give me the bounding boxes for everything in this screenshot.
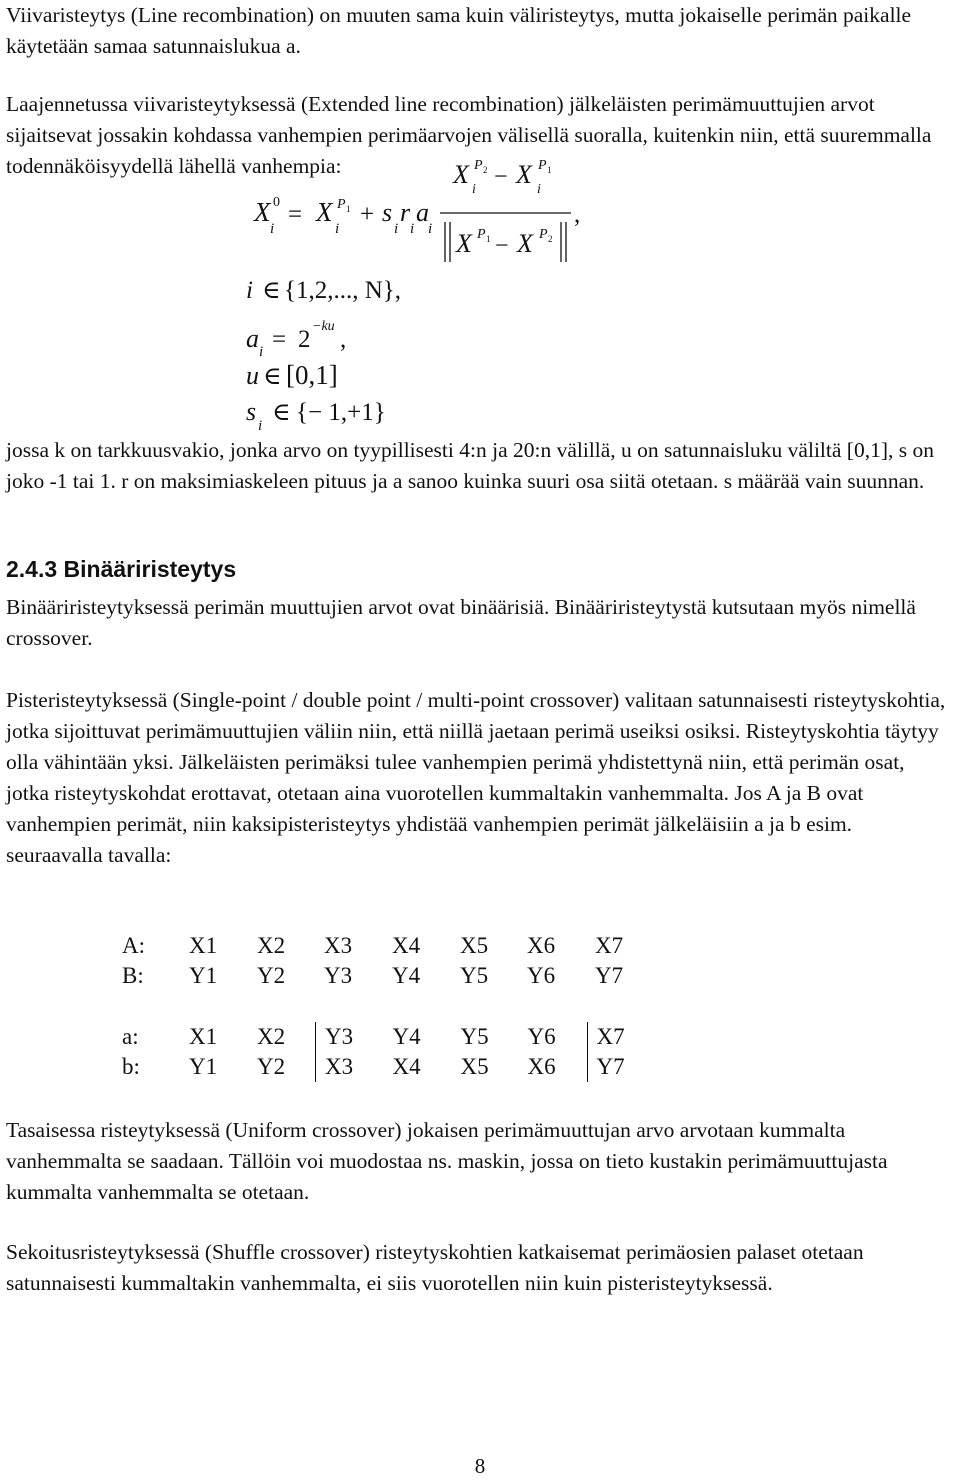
gene-cell: X6 <box>527 933 556 958</box>
svg-text:=: = <box>272 326 287 353</box>
formula-num-p2: P <box>538 158 547 173</box>
formula-den-x2: X <box>517 229 533 258</box>
gene-cell: Y2 <box>257 963 286 988</box>
svg-text:{− 1,+1}: {− 1,+1} <box>296 399 386 426</box>
gene-cell: Y6 <box>527 1024 556 1049</box>
svg-text:s: s <box>246 397 257 426</box>
svg-text:i: i <box>258 418 263 434</box>
svg-text:∈: ∈ <box>262 277 281 304</box>
gene-cell: Y1 <box>189 963 218 988</box>
gene-cell: Y3 <box>324 963 353 988</box>
formula-sub-i4: i <box>410 221 415 237</box>
table-row <box>122 961 635 991</box>
gene-cell: X4 <box>392 1054 421 1079</box>
formula-num-sub-i2: i <box>537 182 541 197</box>
table-row <box>122 1052 636 1082</box>
paragraph-uniform: Tasaisessa risteytyksessä (Uniform crossover) jokaisen perimämuuttujan arvo arvotaan kummalta vanhemmalta se saadaan. Tällöin voi muodostaa ns. maskin, jossa on tieto kustakin perimämuuttujasta kummalta vanhemmalta se otetaan. <box>6 1118 888 1204</box>
paragraph-shuffle: Sekoitusristeytyksessä (Shuffle crossover) risteytyskohtien katkaisemat perimäosien palaset otetaan satunnaisesti kummaltakin vanhemmalta, ei siis vuorotellen niin kuin pisteristeytyksessä. <box>6 1240 864 1295</box>
paragraph-extended-line: Laajennetussa viivaristeytyksessä (Extended line recombination) jälkeläisten perimämuuttujien arvot sijaitsevat jossakin kohdassa vanhempien perimäarvojen välisellä suoralla, kuitenkin niin, että suuremmalla todennäköisyydellä lähellä vanhempia: <box>6 92 932 178</box>
formula-num-p: P <box>474 158 483 173</box>
formula-comma: , <box>574 201 581 228</box>
formula-main <box>253 158 580 262</box>
svg-text:{1,2,..., N},: {1,2,..., N}, <box>284 277 402 304</box>
formula-sup-p: P <box>337 197 346 212</box>
section-heading: 2.4.3 Binääriristeytys <box>6 556 237 582</box>
formula-a-def <box>246 319 346 360</box>
gene-cell: Y4 <box>392 1024 421 1049</box>
svg-text:u: u <box>246 361 259 390</box>
row-label: a: <box>122 1024 139 1049</box>
gene-cell: X1 <box>189 933 218 958</box>
svg-text:2: 2 <box>298 326 311 353</box>
paragraph-line-recombination: Viivaristeytys (Line recombination) on muuten sama kuin väliristeytys, mutta jokaiselle perimän paikalle käytetään samaa satunnaislukua a. <box>6 3 912 58</box>
paragraph-binary-intro: Binääriristeytyksessä perimän muuttujien arvot ovat binäärisiä. Binääriristeytystä kutsutaan myös nimellä crossover. <box>6 595 916 650</box>
gene-cell: X6 <box>527 1054 556 1079</box>
gene-cell: Y3 <box>316 1022 393 1052</box>
formula-equals: = <box>288 201 303 228</box>
gene-cell: Y5 <box>460 1024 489 1049</box>
gene-cell: Y4 <box>392 963 421 988</box>
gene-cell: X7 <box>587 1022 636 1052</box>
parents-table <box>122 931 635 991</box>
gene-cell: X5 <box>460 933 489 958</box>
table-row <box>122 931 635 961</box>
formula-den-p2: P <box>539 227 548 242</box>
formula-den-p: P <box>477 227 486 242</box>
formula-den-p-idx: 1 <box>486 234 491 244</box>
formula-sub-i2: i <box>335 221 340 237</box>
offspring-table <box>122 1022 636 1082</box>
gene-cell: Y1 <box>189 1054 218 1079</box>
gene-cell: X3 <box>316 1052 393 1082</box>
svg-text:a: a <box>246 324 259 353</box>
formula-s: s <box>382 198 393 227</box>
gene-cell: Y2 <box>257 1054 286 1079</box>
gene-cell: X3 <box>324 933 353 958</box>
svg-text:∈: ∈ <box>263 363 282 390</box>
formula-sup-zero: 0 <box>273 195 280 210</box>
gene-cell: X1 <box>189 1024 218 1049</box>
svg-text:−ku: −ku <box>312 319 335 334</box>
svg-text:[0,1]: [0,1] <box>286 360 338 390</box>
gene-cell: X4 <box>392 933 421 958</box>
table-row <box>122 1022 636 1052</box>
formula-sup-p-idx: 1 <box>346 204 351 214</box>
gene-cell: Y5 <box>460 963 489 988</box>
formula-den-minus: − <box>495 233 509 259</box>
formula-i-set <box>246 277 401 304</box>
formula-num-x2: X <box>516 160 532 189</box>
formula-num-x1: X <box>453 160 469 189</box>
gene-cell: X2 <box>257 933 286 958</box>
gene-cell: X7 <box>595 933 624 958</box>
gene-cell: X5 <box>460 1054 489 1079</box>
formula-a: a <box>416 198 429 227</box>
formula-sub-i3: i <box>394 221 399 237</box>
gene-cell: Y7 <box>595 963 624 988</box>
gene-cell: X2 <box>257 1024 286 1049</box>
row-label: A: <box>122 933 145 958</box>
svg-text:i: i <box>259 344 264 360</box>
gene-cell: Y7 <box>587 1052 636 1082</box>
svg-text:i: i <box>246 277 253 304</box>
formula-plus: + <box>360 201 375 228</box>
gene-cell: Y6 <box>527 963 556 988</box>
formula-sub-i: i <box>270 221 275 237</box>
formula-num-sub-i: i <box>472 182 476 197</box>
formula-den-p2-idx: 2 <box>548 234 553 244</box>
formula-s-def <box>246 397 386 434</box>
formula-num-p-idx: 2 <box>483 165 488 175</box>
formula-x: X <box>254 197 271 227</box>
formula-u-def <box>246 360 338 390</box>
formula-sub-i5: i <box>428 221 433 237</box>
formula-block <box>0 0 960 440</box>
formula-den-x1: X <box>456 229 472 258</box>
row-label: B: <box>122 963 144 988</box>
page-number: 8 <box>474 1454 486 1478</box>
paragraph-point-crossover: Pisteristeytyksessä (Single-point / double point / multi-point crossover) valitaan satunnaisesti risteytyskohtia, jotka sijoittuvat perimämuuttujien väliin niin, että niillä jaetaan perimä useiksi osiksi. Risteytyskohtia täytyy olla vähintään yksi. Jälkeläisten perimäksi tulee vanhempien perimä yhdistettynä niin, että perimän osat, jotka risteytyskohdat erottavat, otetaan aina vuorotellen kummaltakin vanhemmalta. Jos A ja B ovat vanhempien perimät, niin kaksipisteristeytys yhdistää vanhempien perimät jälkeläisiin a ja b esim. seuraavalla tavalla: <box>6 688 946 867</box>
svg-text:,: , <box>340 326 347 353</box>
formula-r: r <box>400 198 411 227</box>
formula-num-minus: − <box>494 164 508 190</box>
row-label: b: <box>122 1054 140 1079</box>
paragraph-explanation: jossa k on tarkkuusvakio, jonka arvo on tyypillisesti 4:n ja 20:n välillä, u on satunnaisluku väliltä [0,1], s on joko -1 tai 1. r on maksimiaskeleen pituus ja a sanoo kuinka suuri osa siitä otetaan. s määrää vain suunnan. <box>6 438 934 493</box>
svg-text:∈: ∈ <box>272 399 291 426</box>
formula-num-p2-idx: 1 <box>547 165 552 175</box>
formula-x2: X <box>316 197 333 227</box>
